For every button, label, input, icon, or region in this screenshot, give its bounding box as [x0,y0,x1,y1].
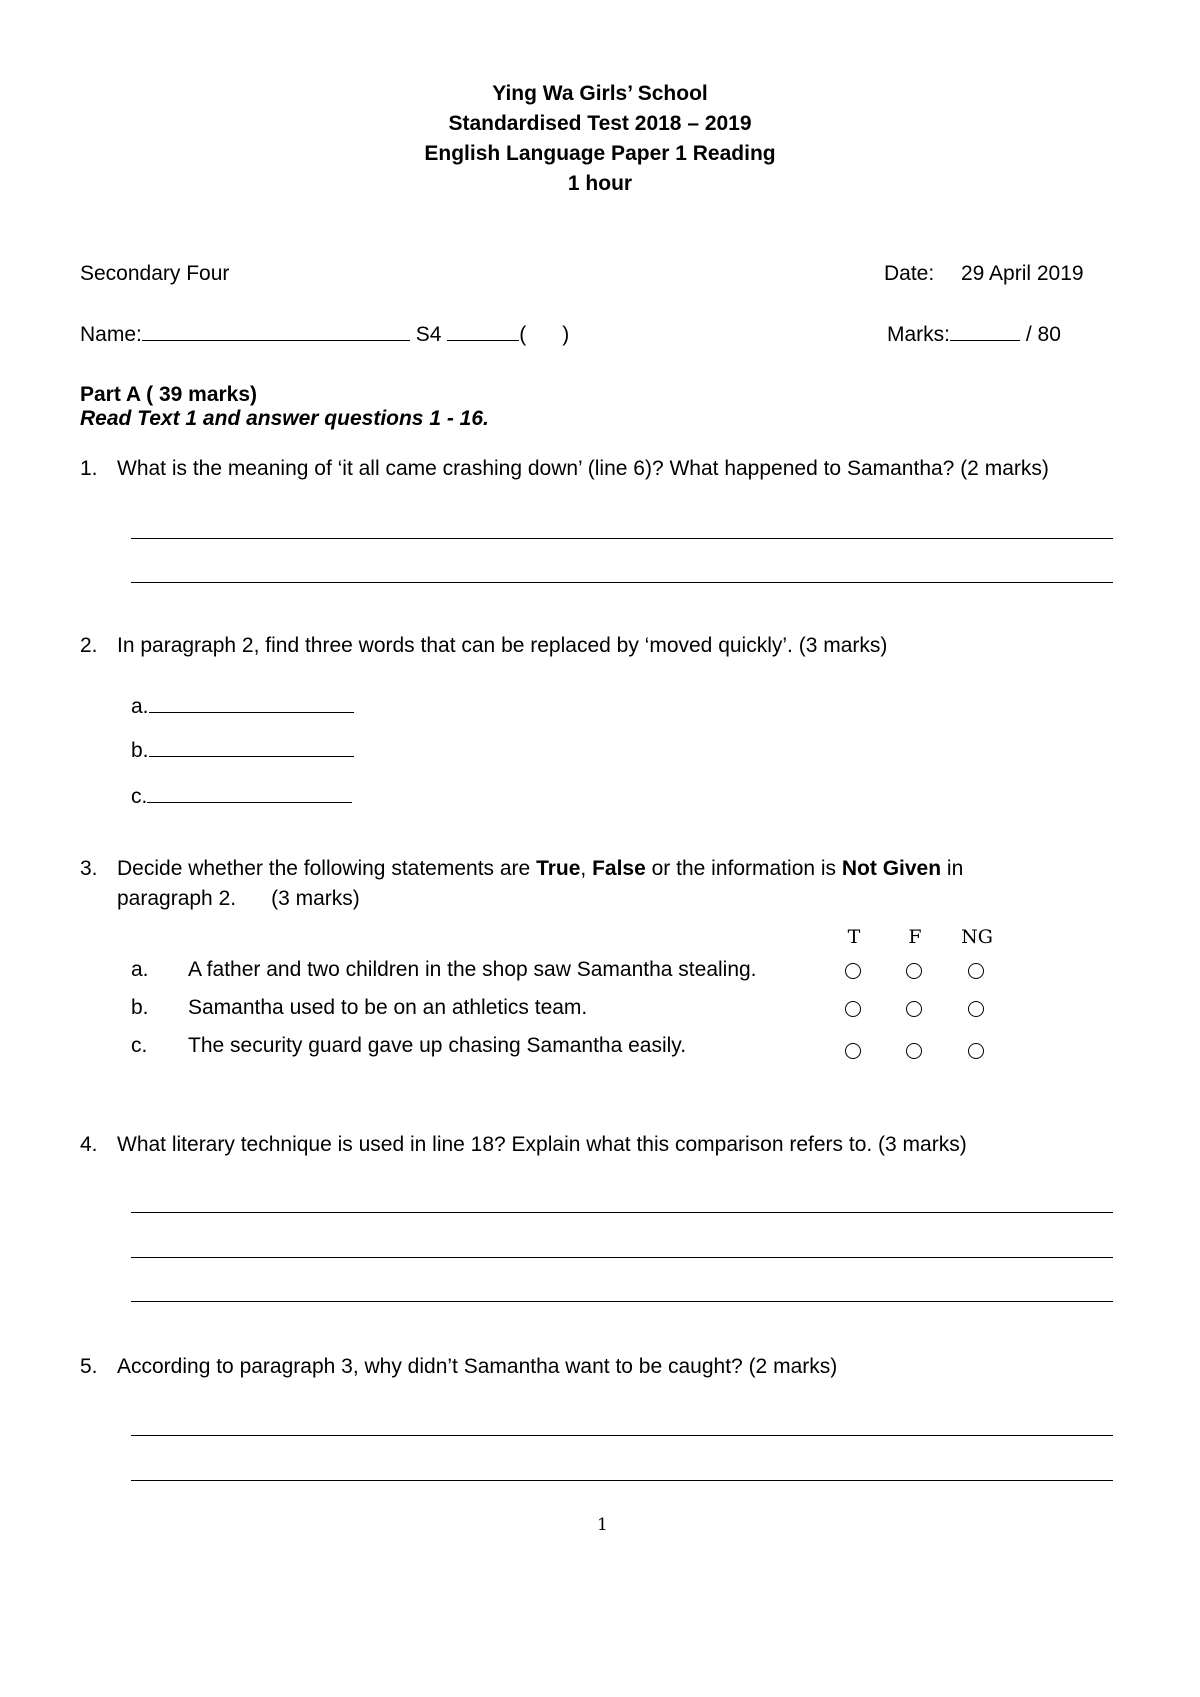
marks-blank[interactable] [950,322,1020,341]
q3a-radio-true[interactable] [845,963,861,979]
q1-answer-line[interactable] [131,538,1113,539]
q3-column-f: F [908,926,922,948]
q3-ng-word: Not Given [841,857,942,880]
q3c-radio-false[interactable] [906,1043,922,1059]
q1-number: 1. [80,457,98,480]
test-title: Standardised Test 2018 – 2019 [448,112,752,135]
school-name: Ying Wa Girls’ School [492,82,708,105]
name-blank[interactable] [142,322,410,341]
q3-statement-letter: c. [131,1034,148,1057]
name-label: Name: [80,323,142,346]
q3-text-pre: Decide whether the following statements are [117,857,537,880]
class-blank[interactable] [447,322,519,341]
q3a-radio-false[interactable] [906,963,922,979]
q2-answer-blank[interactable] [147,784,352,803]
date-label: Date: [884,262,935,285]
q3-text-post: in [941,857,964,880]
q3-statement-text: The security guard gave up chasing Samantha easily. [188,1034,687,1057]
q3-statement-letter: a. [131,958,149,981]
q3-true-word: True [536,857,581,880]
q4-text: What literary technique is used in line 18? Explain what this comparison refers to. (3 marks) [117,1133,967,1156]
paper-title: English Language Paper 1 Reading [424,142,776,165]
q5-number: 5. [80,1355,98,1378]
q3b-radio-false[interactable] [906,1001,922,1017]
marks-row [887,322,1061,347]
name-row [80,322,569,347]
q2-item-label: a. [131,695,149,718]
q3-sep: , [580,857,593,880]
class-paren-close: ) [562,323,570,346]
q4-answer-line[interactable] [131,1212,1113,1213]
q1-answer-line[interactable] [131,582,1113,583]
q2-item-label: c. [131,785,148,808]
q3b-radio-true[interactable] [845,1001,861,1017]
level-label: Secondary Four [80,262,230,285]
q3-number: 3. [80,857,98,880]
q3c-radio-true[interactable] [845,1043,861,1059]
q5-answer-line[interactable] [131,1480,1113,1481]
q1-text: What is the meaning of ‘it all came crashing down’ (line 6)? What happened to Samantha? (2 marks) [117,457,1049,480]
q5-text: According to paragraph 3, why didn’t Samantha want to be caught? (2 marks) [117,1355,838,1378]
q5-answer-line[interactable] [131,1435,1113,1436]
q2-number: 2. [80,634,98,657]
class-label: S4 [415,323,442,346]
q2-item-label: b. [131,739,149,762]
part-a-title: Part A ( 39 marks) [80,383,258,406]
q3-statement-letter: b. [131,996,149,1019]
marks-total: / 80 [1025,323,1061,346]
q2-text: In paragraph 2, find three words that can be replaced by ‘moved quickly’. (3 marks) [117,634,888,657]
q3-column-ng: NG [961,926,993,948]
q3-statement-text: Samantha used to be on an athletics team. [188,996,588,1019]
page-number: 1 [597,1515,608,1535]
q3-statement-text: A father and two children in the shop saw Samantha stealing. [188,958,757,981]
q3-text [117,857,963,881]
q3c-radio-not-given[interactable] [968,1043,984,1059]
q3b-radio-not-given[interactable] [968,1001,984,1017]
marks-label: Marks: [887,323,950,346]
q2-item-a [131,694,354,719]
q2-item-b [131,738,354,763]
class-paren-open: ( [519,323,527,346]
q4-answer-line[interactable] [131,1257,1113,1258]
q3-text-mid: or the information is [645,857,842,880]
date-value: 29 April 2019 [961,262,1084,285]
q4-answer-line[interactable] [131,1301,1113,1302]
q2-item-c [131,784,352,809]
part-a-instruction: Read Text 1 and answer questions 1 - 16. [80,407,489,430]
q2-answer-blank[interactable] [149,738,354,757]
q3-false-word: False [592,857,646,880]
q3-text-line2: paragraph 2. (3 marks) [117,887,360,910]
q3a-radio-not-given[interactable] [968,963,984,979]
q3-column-t: T [847,926,861,948]
q2-answer-blank[interactable] [149,694,354,713]
q4-number: 4. [80,1133,98,1156]
duration: 1 hour [567,172,633,195]
